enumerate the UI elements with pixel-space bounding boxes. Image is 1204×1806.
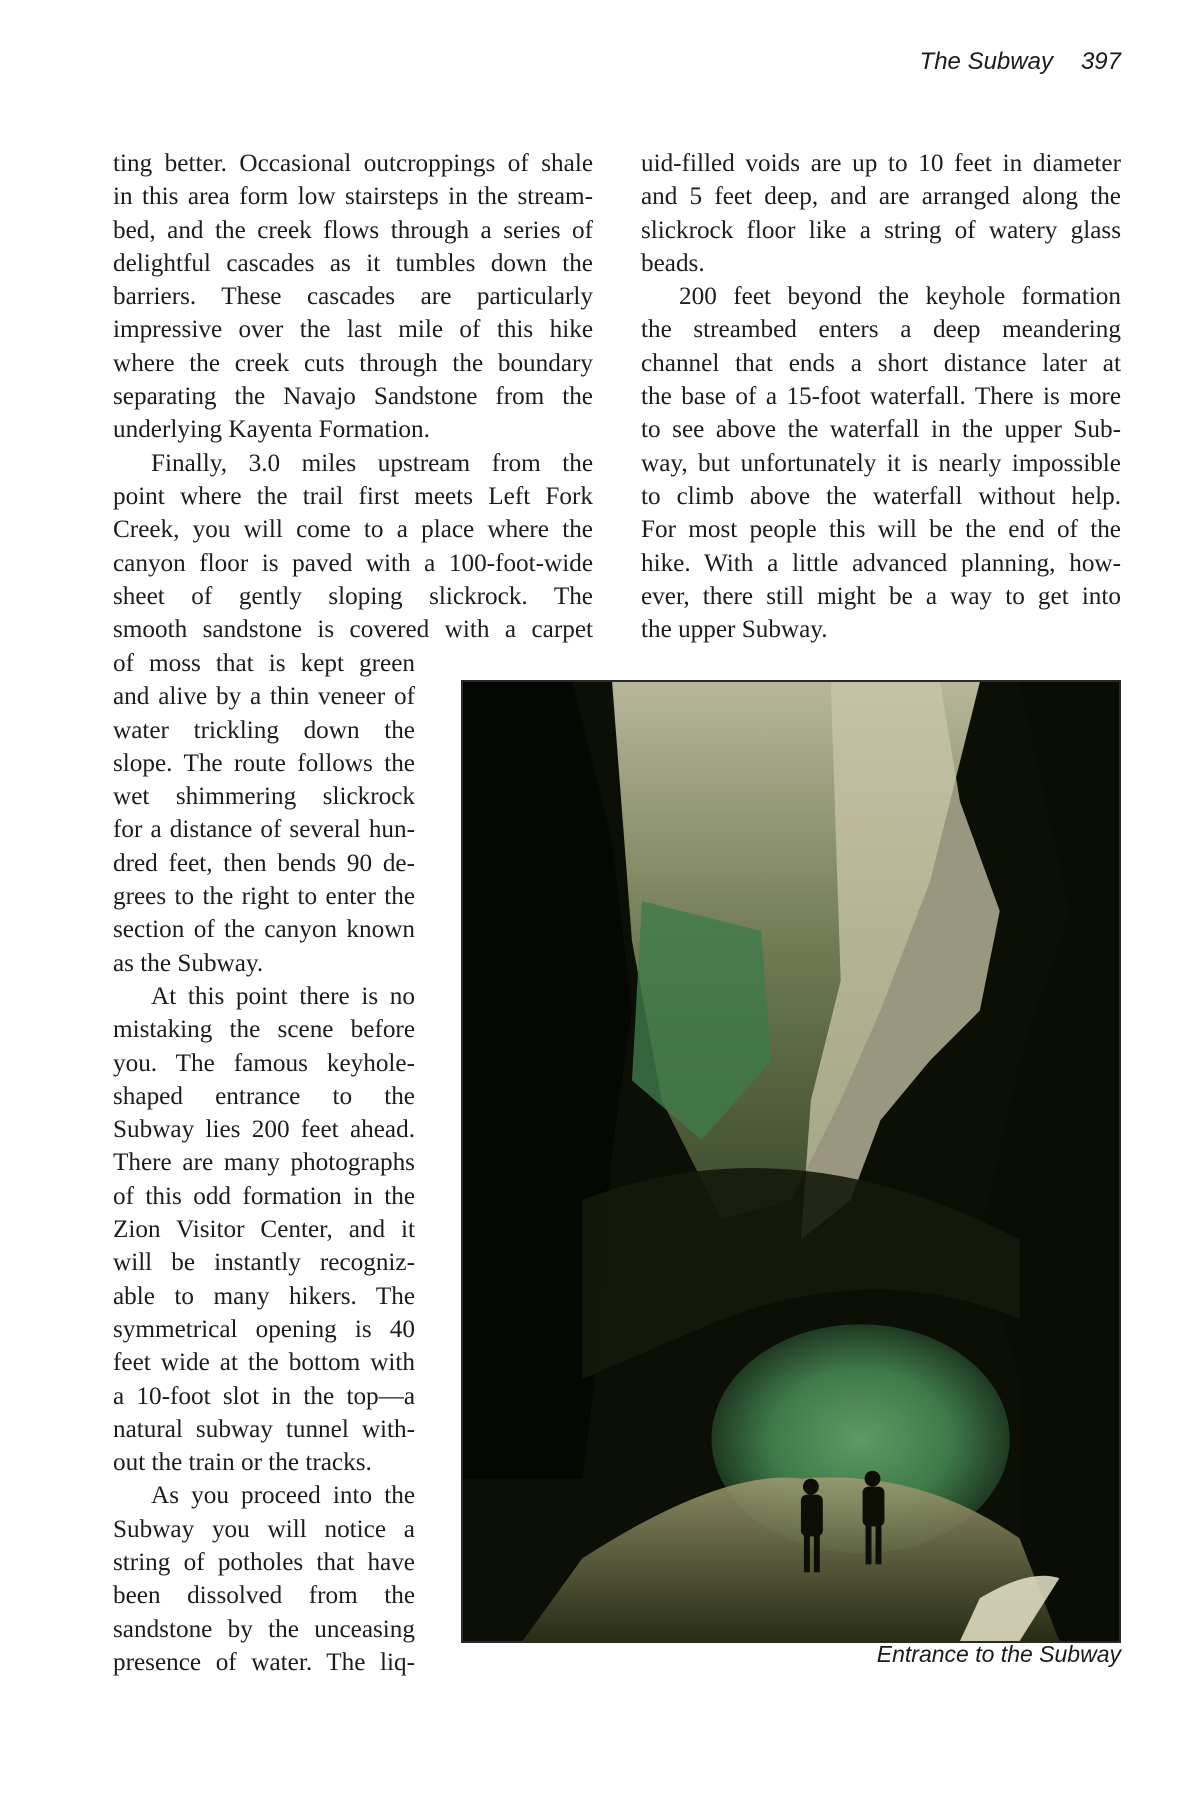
text-line: ting better. Occasional outcroppings of shale xyxy=(113,150,593,177)
text-line: smooth sandstone is covered with a carpet xyxy=(113,616,593,644)
text-line: underlying Kayenta Formation. xyxy=(113,416,430,444)
text-line: for a distance of several hun- xyxy=(113,816,415,844)
text-line: out the train or the tracks. xyxy=(113,1449,372,1477)
text-line: the upper Subway. xyxy=(641,616,828,644)
text-line: sandstone by the unceasing xyxy=(113,1615,415,1643)
text-line: to climb above the waterfall without help. xyxy=(641,482,1121,510)
text-line: of this odd formation in the xyxy=(113,1182,415,1210)
text-line: symmetrical opening is 40 xyxy=(113,1315,415,1343)
text-line: hike. With a little advanced planning, how- xyxy=(641,549,1121,577)
text-line: ever, there still might be a way to get into xyxy=(641,582,1121,610)
text-line: of moss that is kept green xyxy=(113,650,415,677)
running-head xyxy=(920,48,1121,76)
text-line: beads. xyxy=(641,249,705,277)
paragraph-start-line: At this point there is no xyxy=(151,982,415,1010)
text-line: impressive over the last mile of this hike xyxy=(113,316,593,344)
text-line: wet shimmering slickrock xyxy=(113,783,415,811)
text-line: Zion Visitor Center, and it xyxy=(113,1216,415,1244)
text-line: section of the canyon known xyxy=(113,916,415,944)
text-line: way, but unfortunately it is nearly impossible xyxy=(641,449,1121,477)
text-line: slickrock floor like a string of watery glass xyxy=(641,216,1121,244)
text-line: will be instantly recogniz- xyxy=(113,1249,415,1277)
left-column-wide xyxy=(113,147,593,646)
text-line: to see above the waterfall in the upper Sub- xyxy=(641,416,1121,444)
text-line: barriers. These cascades are particularly xyxy=(113,283,593,311)
text-line: able to many hikers. The xyxy=(113,1282,415,1310)
text-line: bed, and the creek flows through a series of xyxy=(113,216,593,244)
text-line: in this area form low stairsteps in the stream- xyxy=(113,183,593,211)
paragraph-start-line: As you proceed into the xyxy=(151,1482,415,1510)
text-line: shaped entrance to the xyxy=(113,1082,415,1110)
text-line: where the creek cuts through the boundary xyxy=(113,349,593,377)
paragraph-start-line: Finally, 3.0 miles upstream from the xyxy=(151,449,593,477)
text-line: been dissolved from the xyxy=(113,1582,415,1610)
right-column xyxy=(641,147,1121,646)
text-line: channel that ends a short distance later at xyxy=(641,349,1121,377)
text-line: uid-filled voids are up to 10 feet in diameter xyxy=(641,150,1121,177)
text-line: presence of water. The liq- xyxy=(113,1648,415,1676)
text-line: a 10-foot slot in the top—a xyxy=(113,1382,415,1410)
paragraph-start-line: 200 feet beyond the keyhole formation xyxy=(679,283,1121,311)
text-line: sheet of gently sloping slickrock. The xyxy=(113,582,593,610)
subway-entrance-photo xyxy=(461,680,1121,1643)
figure-caption: Entrance to the Subway xyxy=(876,1641,1121,1667)
chapter-title: The Subway xyxy=(919,48,1053,75)
text-line: separating the Navajo Sandstone from the xyxy=(113,383,593,411)
text-line: Subway lies 200 feet ahead. xyxy=(113,1116,415,1144)
text-line: string of potholes that have xyxy=(113,1549,415,1577)
text-line: grees to the right to enter the xyxy=(113,883,415,911)
text-line: dred feet, then bends 90 de- xyxy=(113,849,415,877)
page-number: 397 xyxy=(1080,48,1121,75)
text-line: Creek, you will come to a place where the xyxy=(113,516,593,544)
text-line: and alive by a thin veneer of xyxy=(113,683,415,711)
text-line: the streambed enters a deep meandering xyxy=(641,316,1121,344)
text-line: There are many photographs xyxy=(113,1149,415,1177)
text-line: as the Subway. xyxy=(113,949,264,977)
text-line: point where the trail first meets Left Fork xyxy=(113,482,593,510)
text-line: water trickling down the xyxy=(113,716,415,744)
text-line: and 5 feet deep, and are arranged along the xyxy=(641,183,1121,211)
text-line: natural subway tunnel with- xyxy=(113,1415,415,1443)
text-line: slope. The route follows the xyxy=(113,749,415,777)
text-line: delightful cascades as it tumbles down the xyxy=(113,249,593,277)
photo-illustration xyxy=(463,682,1119,1641)
text-line: canyon floor is paved with a 100-foot-wide xyxy=(113,549,593,577)
text-line: mistaking the scene before xyxy=(113,1016,415,1044)
text-line: feet wide at the bottom with xyxy=(113,1349,415,1377)
text-line: the base of a 15-foot waterfall. There is more xyxy=(641,383,1121,411)
left-column-narrow xyxy=(113,647,415,1679)
text-line: For most people this will be the end of the xyxy=(641,516,1121,544)
text-line: Subway you will notice a xyxy=(113,1515,415,1543)
text-line: you. The famous keyhole- xyxy=(113,1049,415,1077)
